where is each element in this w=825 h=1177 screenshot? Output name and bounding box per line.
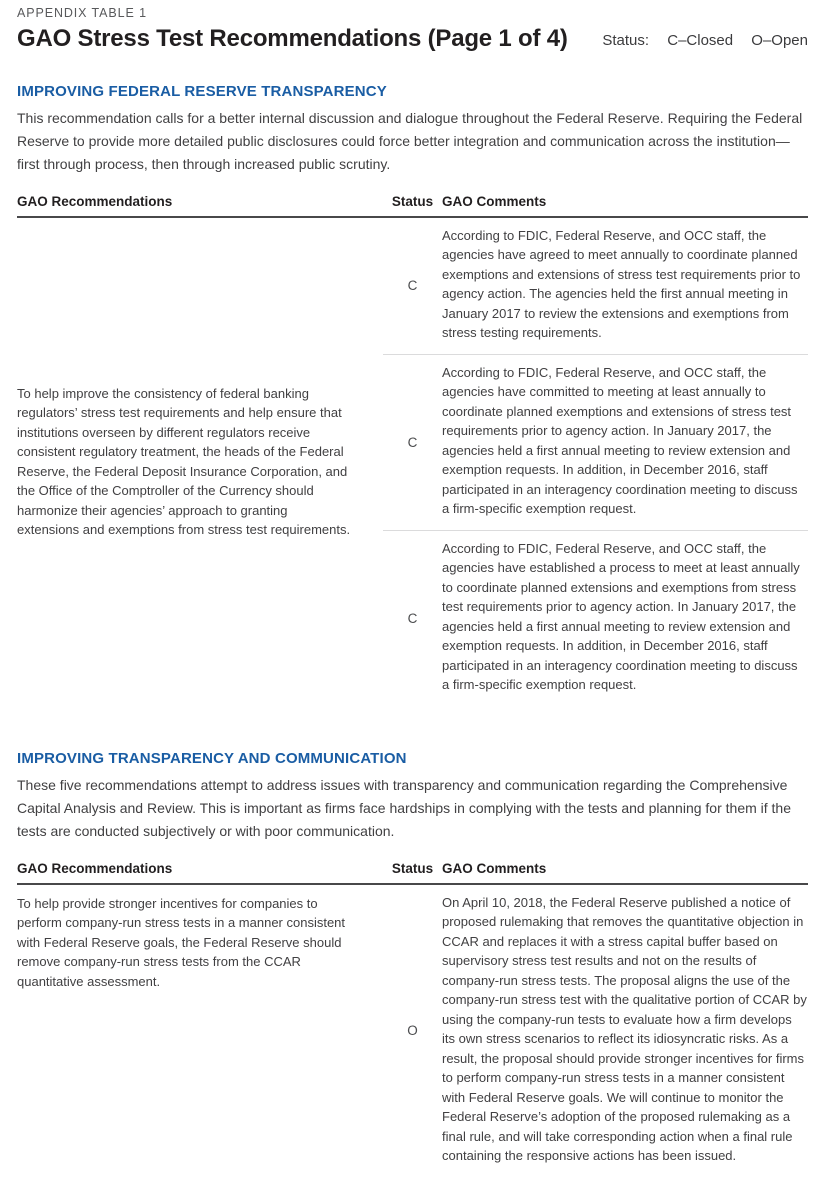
status-value: O [407,1023,418,1039]
recommendation-text: To help provide stronger incentives for companies to perform company-run stress tests in a manner consistent with Federal Reserve goals, the Federal Reserve should remove company-run stress tests from the CCAR quantitative assessment. [17,895,346,989]
section-heading: IMPROVING FEDERAL RESERVE TRANSPARENCY [17,82,387,100]
status-value: C [407,610,418,626]
section-heading: IMPROVING TRANSPARENCY AND COMMUNICATION [17,749,407,767]
table-header-row [17,194,808,218]
table-header-row [17,861,808,885]
recommendations-table-1 [17,194,808,706]
comment-entry [383,530,808,706]
column-header-recommendations: GAO Recommendations [17,860,173,876]
section-intro: These five recommendations attempt to address issues with transparency and communication regarding the Comprehensive Capital Analysis and Review. This is important as firms face hardships in complying with the tests and planning for them if the tests are conducted subjectively or with poor communication. [17,776,792,839]
recommendation-text: To help improve the consistency of federal banking regulators’ stress test requirements and help ensure that institutions overseen by different regulators receive consistent regulatory treatment, the heads of the Federal Reserve, the Federal Deposit Insurance Corporation, and the Office of the Comptroller of the Currency should harmonize their agencies’ approach to granting extensions and exemptions from stress test requirements. [17,385,351,538]
recommendations-table-2 [17,861,808,1177]
section-federal-reserve-transparency [17,83,808,706]
section-intro: This recommendation calls for a better internal discussion and dialogue throughout the Federal Reserve. Requiring the Federal Reserve to provide more detailed public disclosures could force better integration and communication across the institution—first through process, then through increased public scrutiny. [17,109,803,172]
column-header-comments: GAO Comments [442,860,547,876]
column-header-status: Status [391,860,434,876]
status-legend-closed: C–Closed [667,31,734,49]
title-row [17,25,808,53]
column-header-comments: GAO Comments [442,193,547,209]
comment-entries [383,885,808,1177]
appendix-label: APPENDIX TABLE 1 [17,6,147,20]
status-value: C [407,278,418,294]
status-legend [602,32,808,53]
comment-text: According to FDIC, Federal Reserve, and OCC staff, the agencies have agreed to meet annually to coordinate planned exemptions and extensions of stress test requirements prior to agency action. The agencies held the first annual meeting in January 2017 to review the extensions and exemptions from stress testing requirements. [442,227,801,341]
table-row [17,885,808,1177]
status-legend-label: Status: [602,31,650,49]
comment-text: According to FDIC, Federal Reserve, and OCC staff, the agencies have committed to meeting at least annually to coordinate planned exemptions and extensions of stress test requirements prior to agency action. In January 2017, the agencies held a first annual meeting to review extension and exemption requests. In addition, in December 2016, staff participated in an interagency coordination meeting to discuss a firm-specific exemption request. [442,364,798,517]
comment-text: According to FDIC, Federal Reserve, and OCC staff, the agencies have established a process to meet at least annually to coordinate planned extensions and exemptions from stress test requirements prior to agency action. In January 2017, the agencies held a first annual meeting to review extension and exemption requests. In addition, in December 2016, staff participated in an interagency coordination meeting to discuss a firm-specific exemption request. [442,540,800,693]
section-transparency-communication [17,750,808,1177]
status-value: C [407,434,418,450]
column-header-status: Status [391,193,434,209]
status-legend-open: O–Open [751,31,808,49]
comment-text: On April 10, 2018, the Federal Reserve published a notice of proposed rulemaking that removes the quantitative objection in CCAR and replaces it with a stress capital buffer based on supervisory stress test results and not on the results of company-run stress tests. The proposal aligns the use of the company-run stress test with the qualitative portion of CCAR by using the company-run tests to evaluate how a firm develops its own stress scenarios to reflect its idiosyncratic risks. As a result, the proposal should provide stronger incentives for firms to perform company-run stress tests in a manner consistent with Federal Reserve goals. We will continue to monitor the Federal Reserve’s adoption of the proposed rulemaking as a final rule, and will take corresponding action when a final rule containing the responsive actions has been issued. [442,894,807,1164]
column-header-recommendations: GAO Recommendations [17,193,173,209]
comment-entry [383,885,808,1177]
table-row [17,218,808,706]
page-title: GAO Stress Test Recommendations (Page 1 of 4) [17,25,568,52]
comment-entries [383,218,808,706]
comment-entry [383,354,808,530]
comment-entry [383,218,808,354]
